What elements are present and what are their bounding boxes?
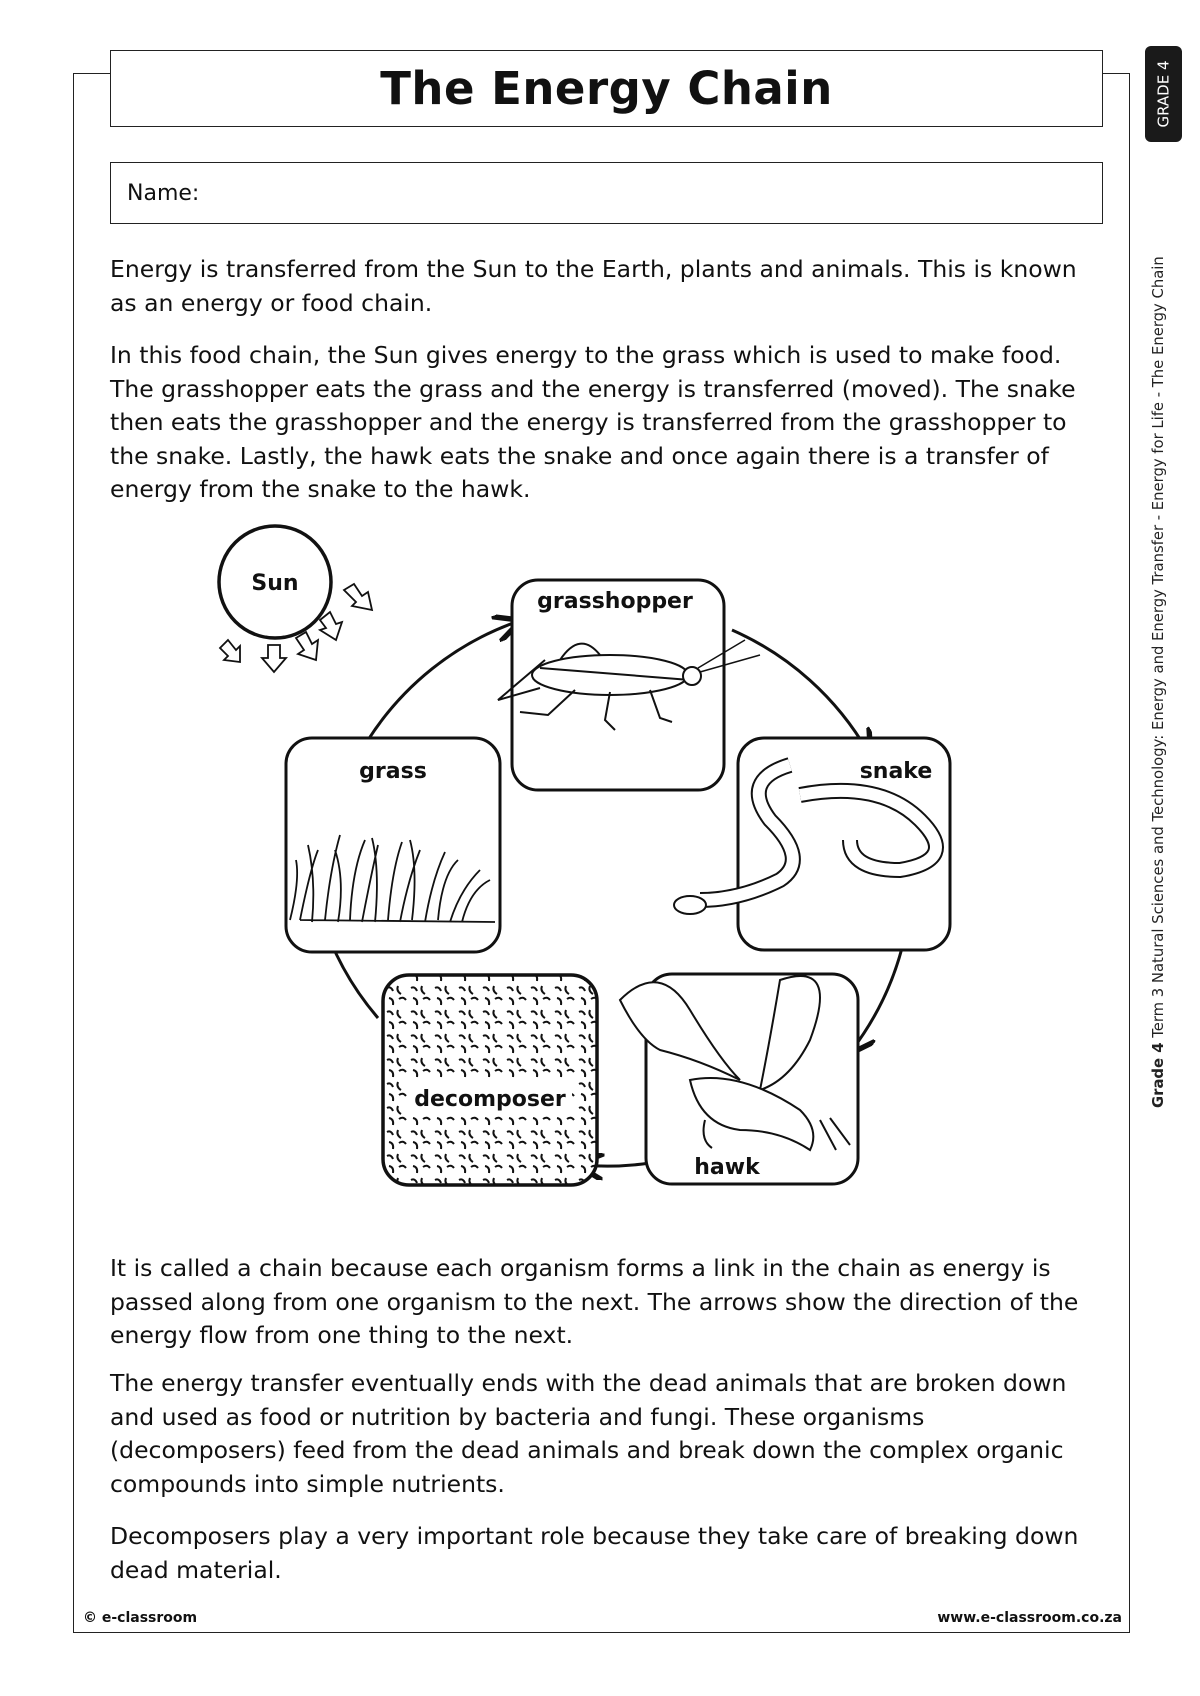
paragraph-food-chain: In this food chain, the Sun gives energy to the grass which is used to make food. The grasshopper eats the grass and the energy is transferred (moved). The snake then eats the grasshopper and the energy is transferred from the grasshopper to the snake. Lastly, the hawk eats the snake and once again there is a transfer of energy from the snake to the hawk. (110, 341, 1076, 503)
arrow-grasshopper-to-snake (732, 630, 868, 752)
paragraph-intro: Energy is transferred from the Sun to the Earth, plants and animals. This is known as an energy or food chain. (110, 255, 1077, 317)
paragraph-chain-explained: It is called a chain because each organism forms a link in the chain as energy is passed along from one organism to the next. The arrows show the direction of the energy flow from one thing to the next. (110, 1254, 1079, 1349)
footer-copyright: © e-classroom (83, 1610, 198, 1626)
grade-tab-label: GRADE 4 (1154, 60, 1173, 128)
decomposer-label: decomposer (414, 1087, 566, 1112)
hawk-node (620, 974, 858, 1184)
grade-tab (1145, 46, 1182, 142)
page-title: The Energy Chain (380, 62, 833, 115)
name-label: Name: (127, 180, 200, 206)
grass-node (286, 738, 500, 952)
paragraph-decomposers-role: Decomposers play a very important role because they take care of breaking down dead material. (110, 1522, 1079, 1584)
side-caption-text: Term 3 Natural Sciences and Technology: Energy and Energy Transfer - Energy for Life - The Energy Chain (1150, 256, 1167, 1043)
side-caption (1150, 256, 1167, 1108)
grasshopper-label: grasshopper (537, 589, 693, 614)
grass-label: grass (359, 759, 427, 784)
grasshopper-node (498, 580, 760, 790)
side-caption-grade: Grade 4 (1150, 1042, 1167, 1108)
snake-label: snake (859, 759, 933, 784)
sun-label: Sun (251, 571, 299, 596)
hawk-label: hawk (694, 1155, 760, 1180)
paragraph-decomposers: The energy transfer eventually ends with the dead animals that are broken down and used as food or nutrition by bacteria and fungi. These organisms (decomposers) feed from the dead animals and break down the complex organic compounds into simple nutrients. (110, 1369, 1067, 1498)
decomposer-node (383, 975, 597, 1185)
arrow-grass-to-grasshopper (368, 622, 516, 740)
footer-website[interactable]: www.e-classroom.co.za (937, 1610, 1122, 1626)
sun-node (219, 526, 372, 672)
